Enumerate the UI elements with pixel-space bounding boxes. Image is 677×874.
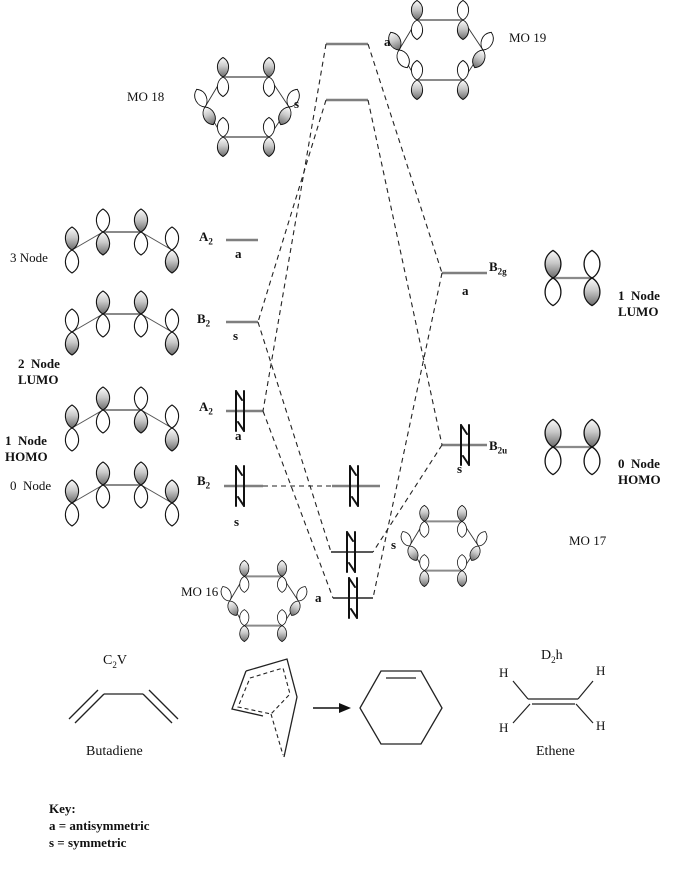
p-orbital: [165, 480, 178, 526]
corr-mo18-to-pi: [368, 100, 442, 445]
term-psi2: $A_2$: [199, 399, 213, 417]
correlation-lines: [258, 44, 442, 598]
mo17-symmetry-label: s: [391, 537, 397, 552]
ethene-point-group: $D_2h$: [541, 648, 563, 665]
node-label-ethene-homo: 0 Node HOMO: [618, 456, 661, 487]
node-label-1node-homo: 1 Node HOMO: [5, 433, 48, 464]
corr-pistar-to-mo16: [373, 273, 442, 598]
sym-psi4: a: [235, 246, 242, 261]
ethene-h-top-right: H: [596, 663, 606, 678]
mo16-symmetry-label: a: [315, 590, 322, 605]
reaction-arrow: [313, 703, 351, 713]
p-orbital: [219, 585, 241, 618]
term-psi4: $A_2$: [199, 229, 213, 247]
energy-levels: [224, 44, 487, 486]
term-ethene-pistar: $B_{2g}$: [489, 259, 507, 277]
node-label-0node: 0 Node: [10, 478, 52, 493]
sym-ethene-pistar: a: [462, 283, 469, 298]
sym-psi2: a: [235, 428, 242, 443]
ethene-h-bottom-left: H: [499, 720, 509, 735]
term-ethene-pi: $B_{2u}$: [489, 438, 508, 456]
butadiene-point-group: $C_2V$: [103, 653, 127, 670]
product-sigma-levels: [331, 552, 373, 598]
transition-state-structure: [232, 659, 297, 757]
ethene-structure: [513, 681, 593, 723]
cyclohexene-structure: [360, 671, 442, 744]
butadiene-psi4-orbitals: [72, 232, 172, 250]
mo18-symmetry-label: s: [294, 96, 300, 111]
p-orbital: [65, 309, 78, 355]
sym-psi3: s: [233, 328, 239, 343]
mo18-label: MO 18: [127, 89, 165, 104]
butadiene-psi2-orbitals: [72, 410, 172, 428]
p-orbital: [65, 227, 78, 273]
mo19-label: MO 19: [509, 30, 547, 45]
butadiene-psi3-orbitals: [72, 314, 172, 332]
key-symmetric: s = symmetric: [49, 835, 127, 850]
butadiene-name: Butadiene: [86, 744, 143, 759]
mo17-label: MO 17: [569, 533, 607, 548]
ethene-h-bottom-right: H: [596, 718, 606, 733]
p-orbital: [65, 480, 78, 526]
sym-psi1: s: [234, 514, 240, 529]
corr-psi2-to-mo16: [263, 411, 333, 598]
corr-psi3-to-mo17: [258, 322, 331, 552]
p-orbital: [165, 227, 178, 273]
term-psi3: $B_2$: [197, 311, 211, 329]
key-antisymmetric: a = antisymmetric: [49, 818, 150, 833]
sym-ethene-pi: s: [457, 461, 463, 476]
key-title: Key:: [49, 801, 76, 816]
ethene-h-top-left: H: [499, 665, 509, 680]
mo19-symmetry-label: a: [384, 34, 391, 49]
p-orbital: [399, 530, 421, 563]
term-psi1: $B_2$: [197, 473, 211, 491]
p-orbital: [165, 309, 178, 355]
node-label-3node: 3 Node: [10, 250, 48, 265]
mo16-label: MO 16: [181, 584, 219, 599]
corr-mo19-to-pistar: [368, 44, 442, 273]
p-orbital: [65, 405, 78, 451]
ethene-name: Ethene: [536, 744, 575, 759]
p-orbital: [192, 87, 219, 127]
node-label-ethene-lumo: 1 Node LUMO: [618, 288, 660, 319]
node-label-2node-lumo: 2 Node LUMO: [18, 356, 60, 387]
butadiene-psi1-orbitals: [72, 485, 172, 503]
p-orbital: [165, 405, 178, 451]
butadiene-structure: [69, 690, 178, 723]
